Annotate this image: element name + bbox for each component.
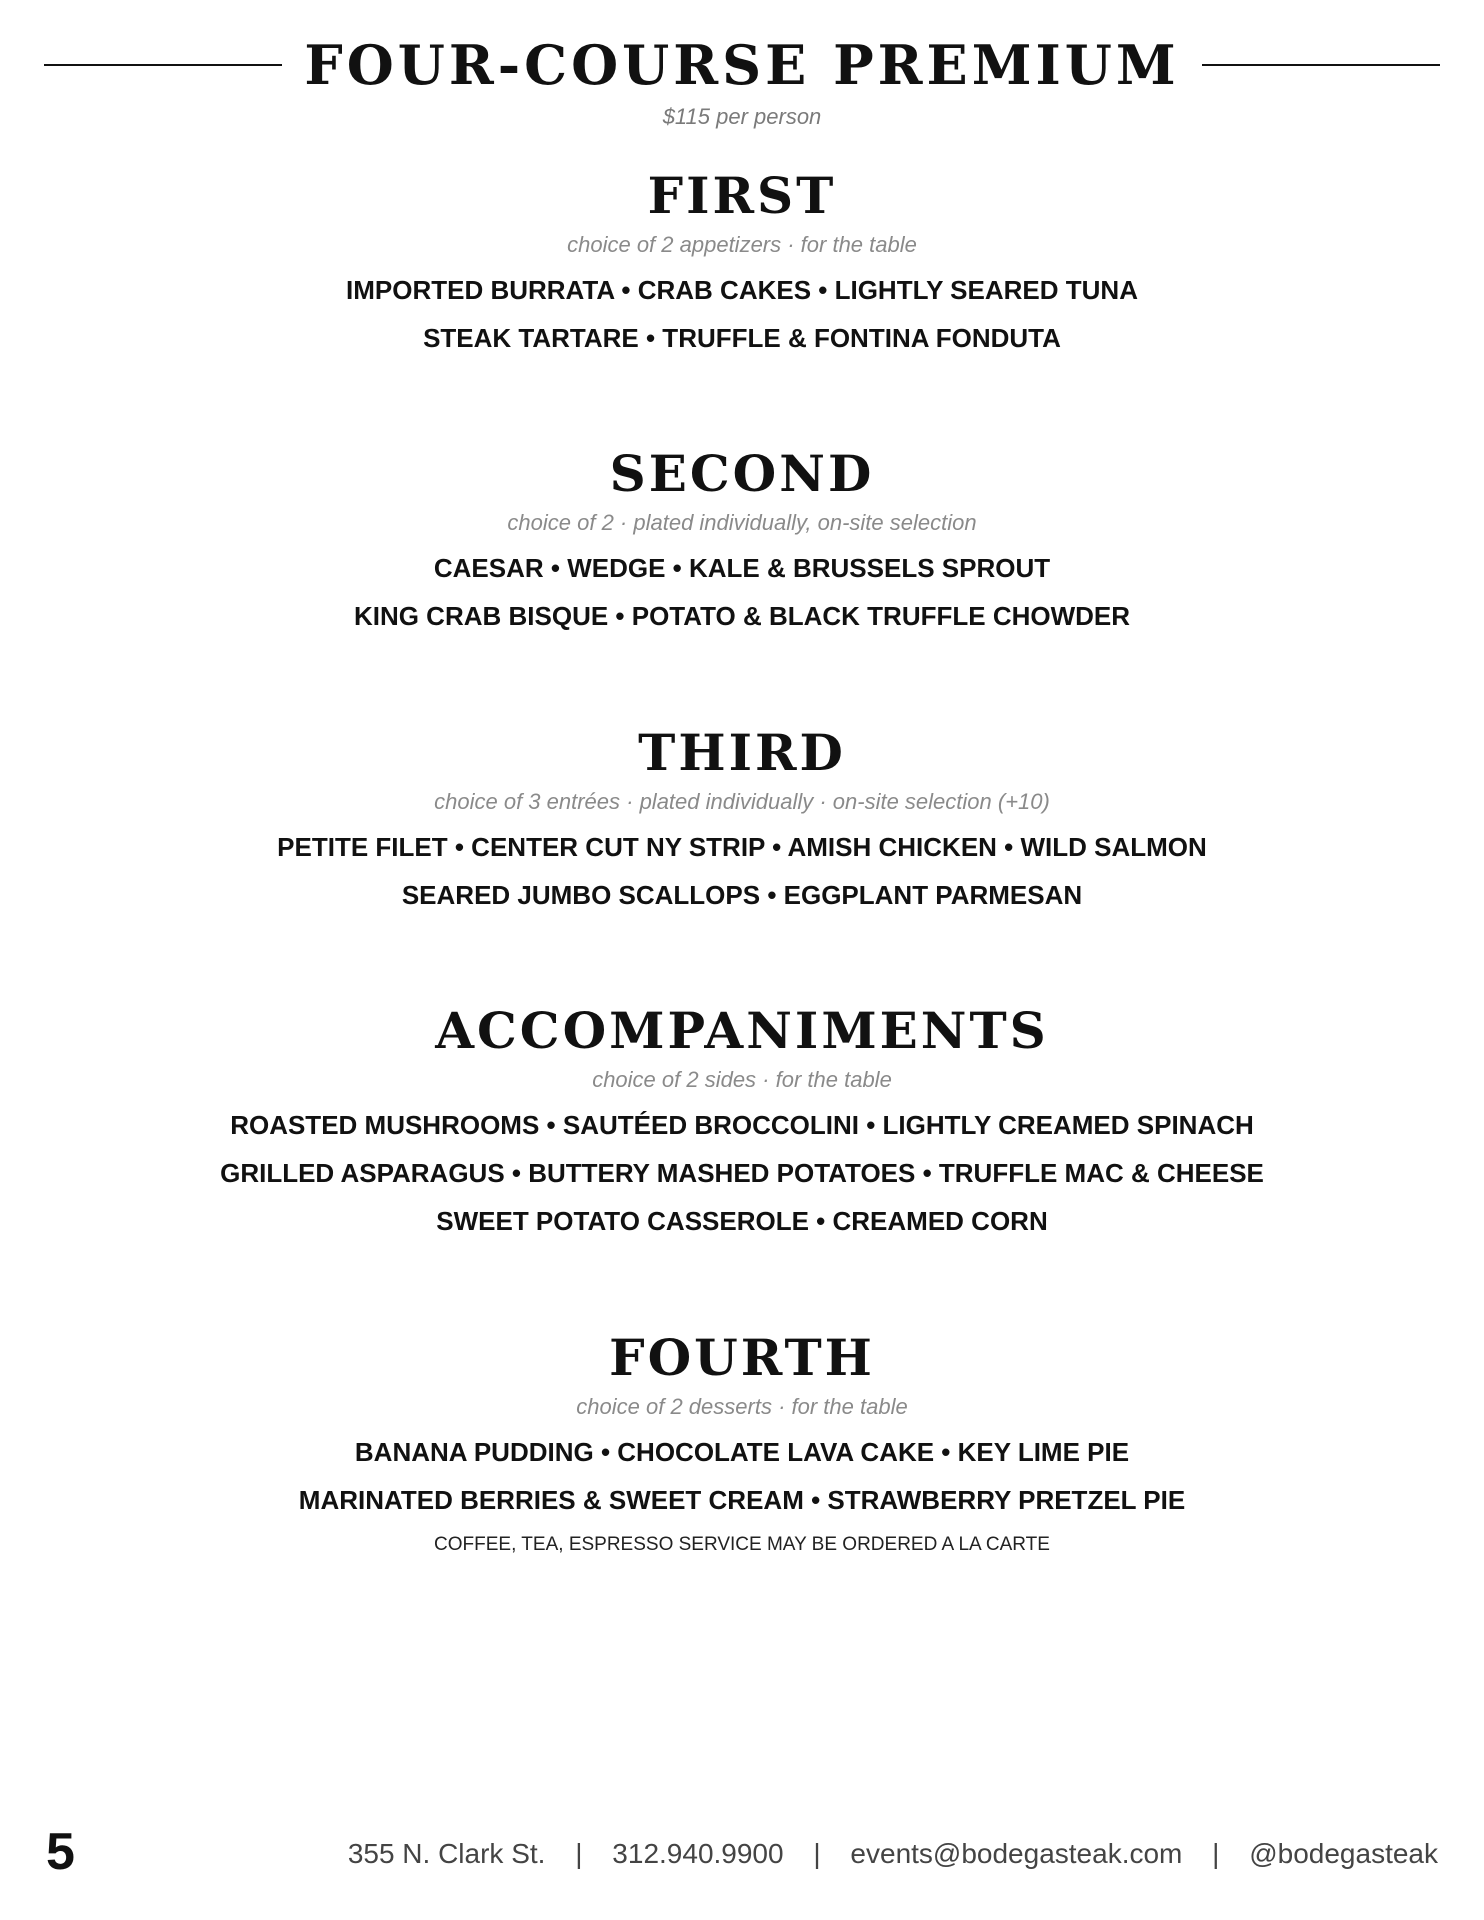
- course-title: THIRD: [638, 723, 846, 782]
- course-subtitle: choice of 3 entrées · plated individually · on-site selection (+10): [434, 789, 1050, 814]
- course-accompaniments: [0, 1001, 1484, 1245]
- menu-line: SEARED JUMBO SCALLOPS • EGGPLANT PARMESAN: [401, 880, 1083, 910]
- menu-line: PETITE FILET • CENTER CUT NY STRIP • AMISH CHICKEN • WILD SALMON: [277, 832, 1207, 862]
- price-per-person: $115 per person: [662, 104, 822, 129]
- course-title: SECOND: [609, 444, 875, 503]
- course-fourth: [0, 1328, 1484, 1560]
- page-number: 5: [46, 1823, 75, 1881]
- course-subtitle: choice of 2 desserts · for the table: [576, 1394, 908, 1419]
- course-first: [0, 166, 1484, 362]
- footer-email[interactable]: events@bodegasteak.com: [850, 1838, 1183, 1869]
- course-title: FIRST: [647, 166, 837, 225]
- menu-line: SWEET POTATO CASSEROLE • CREAMED CORN: [436, 1206, 1048, 1236]
- menu-line: STEAK TARTARE • TRUFFLE & FONTINA FONDUTA: [423, 323, 1061, 353]
- footer-social-handle[interactable]: @bodegasteak: [1249, 1838, 1438, 1869]
- footer-separator: |: [575, 1838, 583, 1869]
- footer-phone[interactable]: 312.940.9900: [612, 1838, 784, 1869]
- course-subtitle: choice of 2 sides · for the table: [592, 1067, 892, 1092]
- header-rule-left: [44, 64, 282, 66]
- course-title: ACCOMPANIMENTS: [435, 1001, 1049, 1060]
- beverage-note: COFFEE, TEA, ESPRESSO SERVICE MAY BE ORDERED A LA CARTE: [434, 1534, 1050, 1555]
- menu-line: IMPORTED BURRATA • CRAB CAKES • LIGHTLY SEARED TUNA: [346, 275, 1138, 305]
- menu-line: KING CRAB BISQUE • POTATO & BLACK TRUFFLE CHOWDER: [353, 601, 1131, 631]
- course-title: FOURTH: [609, 1328, 875, 1387]
- menu-line: BANANA PUDDING • CHOCOLATE LAVA CAKE • KEY LIME PIE: [354, 1437, 1130, 1467]
- course-subtitle: choice of 2 · plated individually, on-site selection: [507, 510, 977, 535]
- course-second: [0, 444, 1484, 640]
- course-subtitle: choice of 2 appetizers · for the table: [567, 232, 917, 257]
- footer-separator: |: [813, 1838, 821, 1869]
- footer-contact: [348, 1834, 1438, 1874]
- menu-line: GRILLED ASPARAGUS • BUTTERY MASHED POTATOES • TRUFFLE MAC & CHEESE: [220, 1158, 1264, 1188]
- menu-line: CAESAR • WEDGE • KALE & BRUSSELS SPROUT: [433, 553, 1051, 583]
- header-rule-right: [1202, 64, 1440, 66]
- page-title: FOUR-COURSE PREMIUM: [304, 33, 1180, 97]
- footer-address: 355 N. Clark St.: [347, 1838, 546, 1869]
- footer-separator: |: [1212, 1838, 1220, 1869]
- page-header: [44, 28, 1440, 102]
- menu-line: ROASTED MUSHROOMS • SAUTÉED BROCCOLINI • LIGHTLY CREAMED SPINACH: [230, 1110, 1254, 1140]
- menu-line: MARINATED BERRIES & SWEET CREAM • STRAWBERRY PRETZEL PIE: [298, 1485, 1186, 1515]
- course-third: [0, 723, 1484, 919]
